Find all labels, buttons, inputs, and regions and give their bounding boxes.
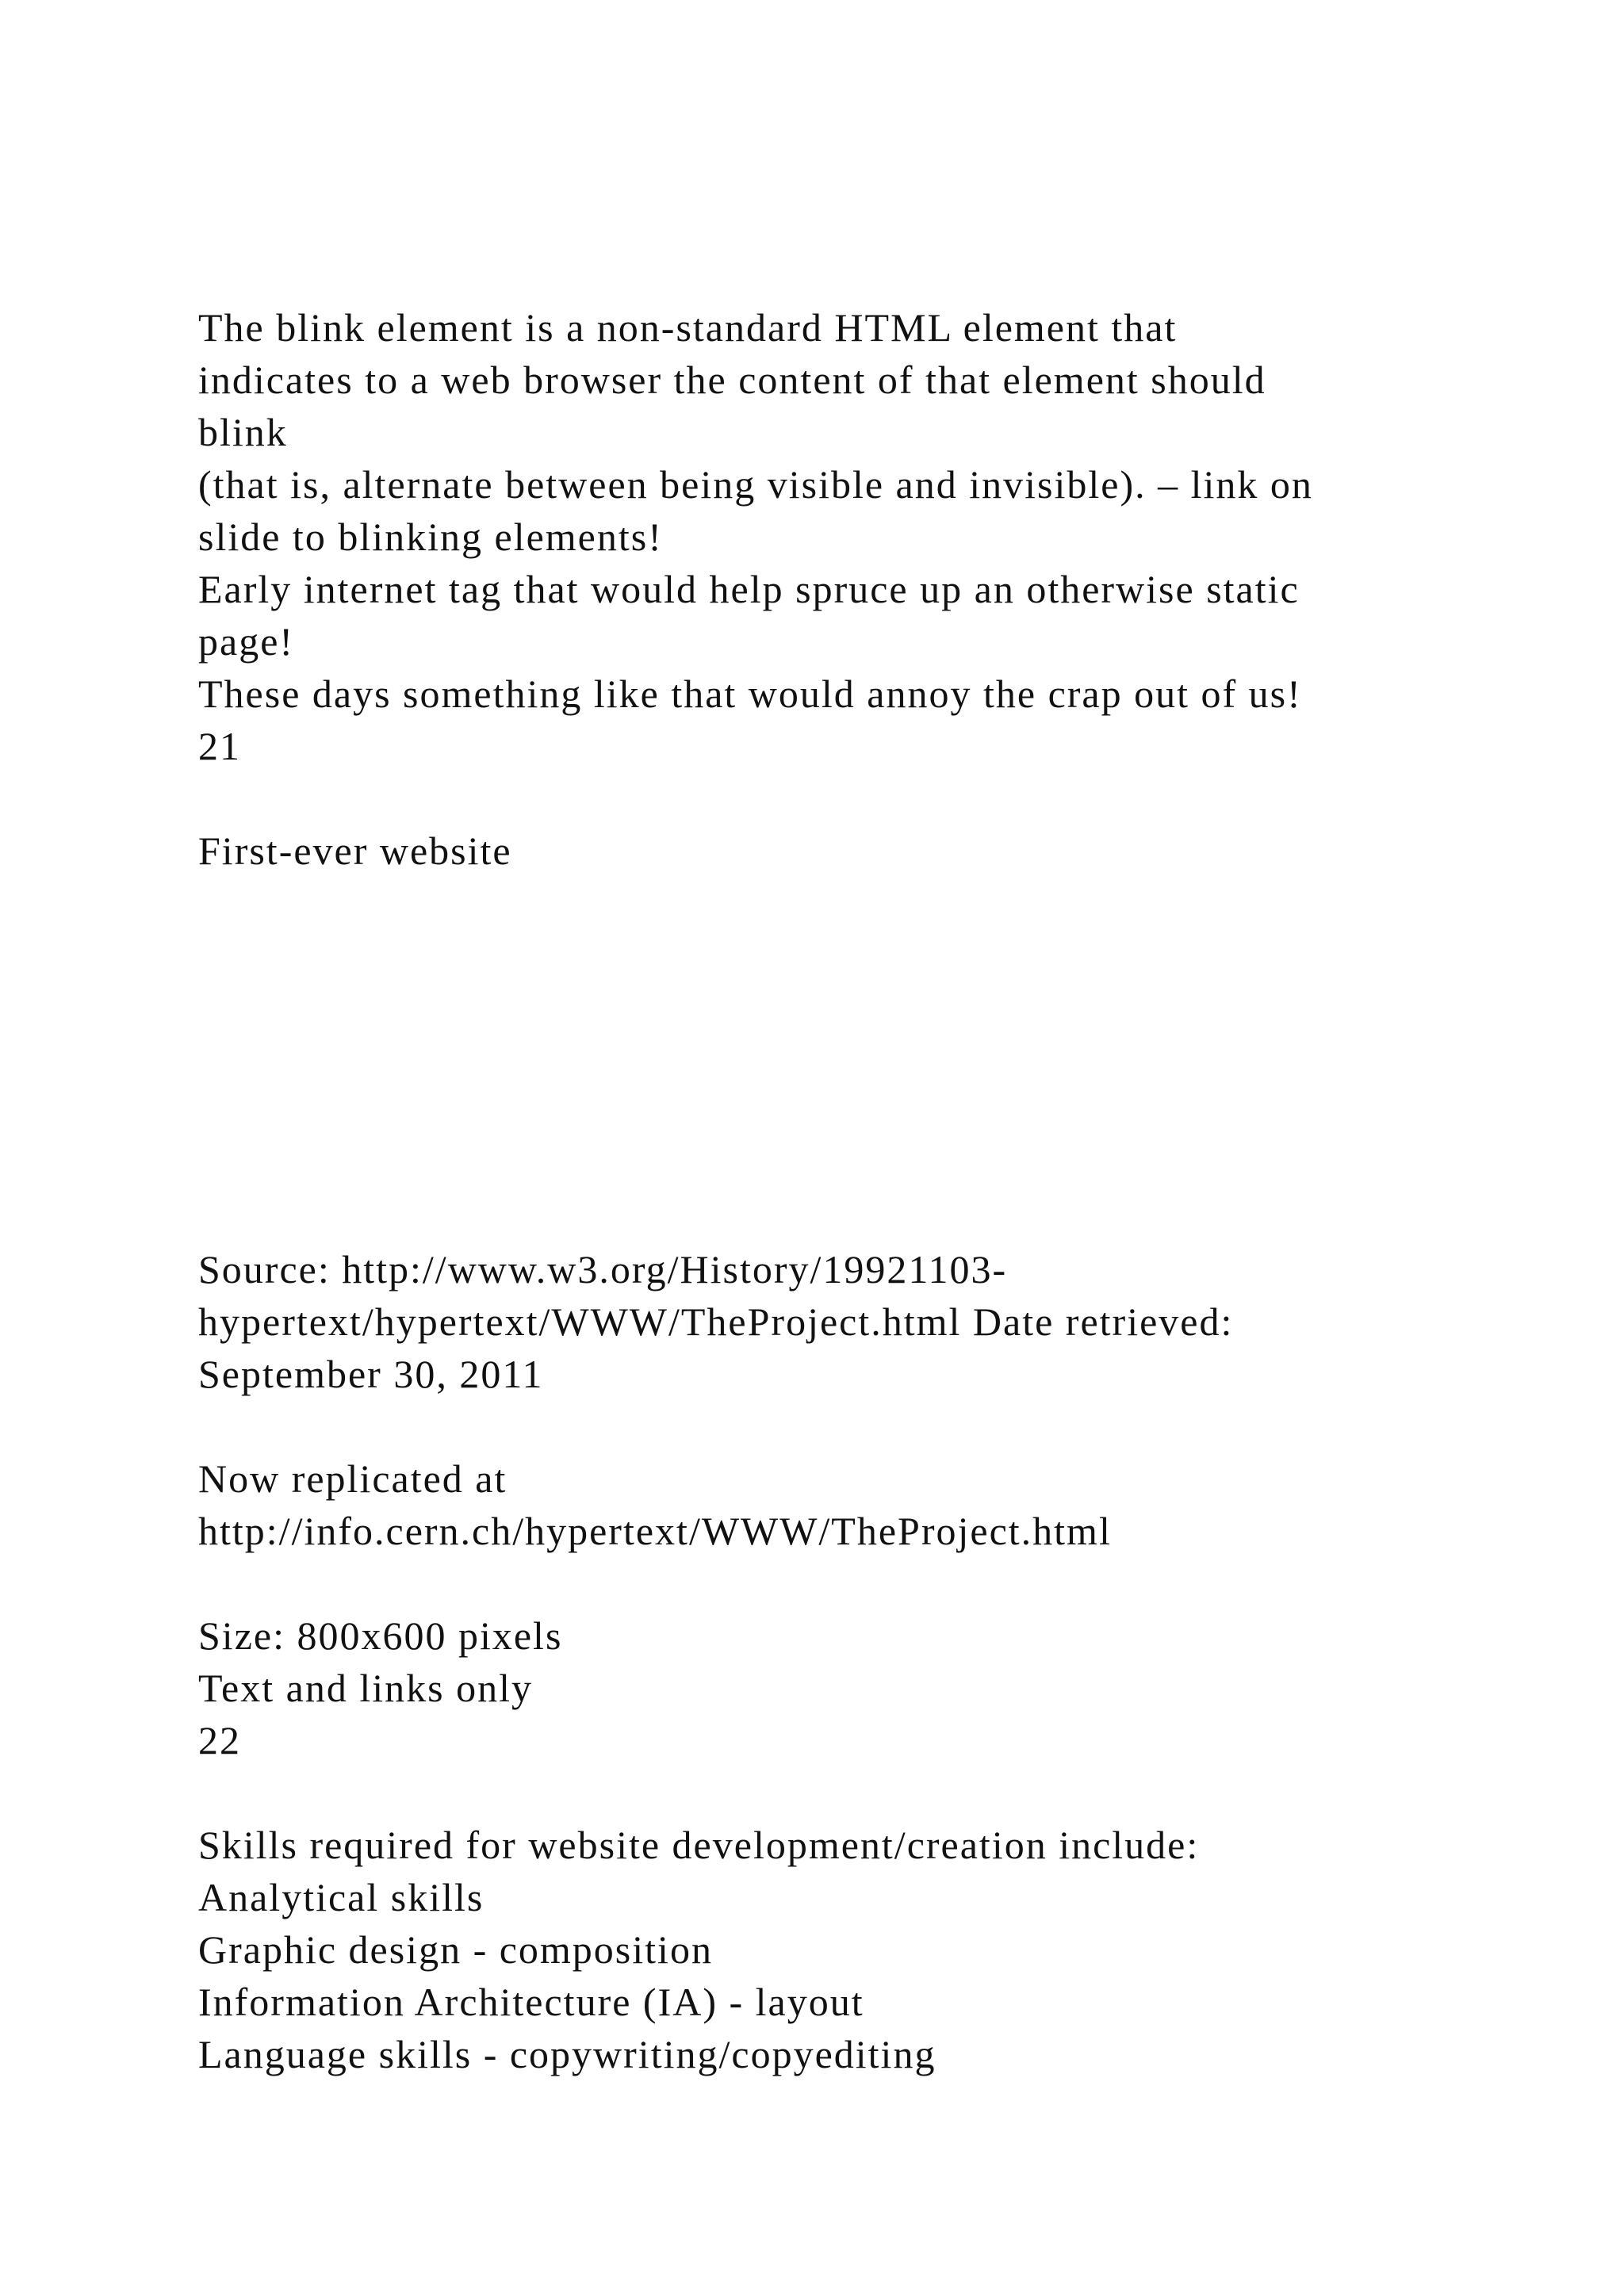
blink-paragraph-line-3: blink [198,410,288,454]
skill-graphic-design: Graphic design - composition [198,1927,713,1972]
size-line: Size: 800x600 pixels [198,1613,563,1658]
replicated-line-1: Now replicated at [198,1456,508,1501]
annoy-line: These days something like that would annoy the crap out of us! [198,672,1302,716]
blink-paragraph-line-5: slide to blinking elements! [198,515,663,559]
early-internet-line-2: page! [198,619,295,664]
text-links-line: Text and links only [198,1666,533,1710]
early-internet-line-1: Early internet tag that would help spruce up an otherwise static [198,567,1300,611]
spacer [198,772,1546,825]
spacer [198,1400,1546,1452]
source-line-3: September 30, 2011 [198,1352,544,1396]
slide-number-21: 21 [198,724,241,768]
source-line-1: Source: http://www.w3.org/History/19921103- [198,1247,1008,1292]
skill-language: Language skills - copywriting/copyediting [198,2032,936,2076]
source-line-2: hypertext/hypertext/WWW/TheProject.html Date retrieved: [198,1299,1234,1344]
blink-paragraph-line-1: The blink element is a non-standard HTML element that [198,305,1178,350]
first-website-heading: First-ever website [198,828,512,873]
slide-number-22: 22 [198,1718,241,1762]
skill-analytical: Analytical skills [198,1875,485,1919]
image-placeholder-gap [198,877,1546,1243]
blink-paragraph-line-2: indicates to a web browser the content of that element should [198,358,1266,402]
document-body [198,301,1546,2080]
replicated-url: http://info.cern.ch/hypertext/WWW/TheProject.html [198,1509,1112,1553]
spacer [198,1766,1546,1819]
skills-heading: Skills required for website development/creation include: [198,1823,1200,1867]
blink-paragraph-line-4: (that is, alternate between being visible and invisible). – link on [198,462,1313,507]
spacer [198,1557,1546,1609]
skill-information-architecture: Information Architecture (IA) - layout [198,1980,864,2024]
